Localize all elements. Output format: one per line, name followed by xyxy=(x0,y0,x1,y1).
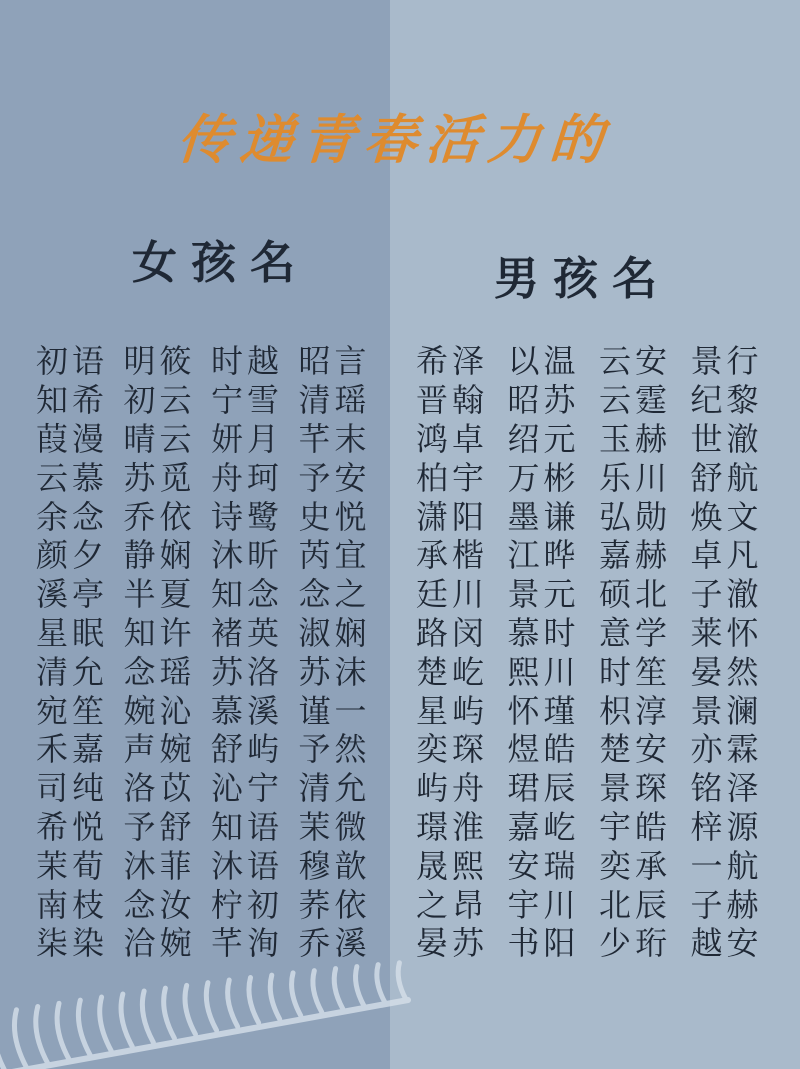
name-item: 茉荀 xyxy=(36,846,109,885)
name-item: 初语 xyxy=(36,342,109,381)
name-item: 时笙 xyxy=(599,652,672,691)
name-item: 子赫 xyxy=(690,885,763,924)
name-item: 宇皓 xyxy=(599,807,672,846)
name-item: 声婉 xyxy=(123,730,196,769)
name-item: 褚英 xyxy=(211,613,284,652)
name-item: 舟珂 xyxy=(211,458,284,497)
name-item: 晴云 xyxy=(123,419,196,458)
name-item: 越安 xyxy=(690,924,763,963)
name-item: 颜夕 xyxy=(36,536,109,575)
name-item: 沐菲 xyxy=(123,846,196,885)
name-item: 谨一 xyxy=(298,691,371,730)
name-item: 妍月 xyxy=(211,419,284,458)
name-item: 念汝 xyxy=(123,885,196,924)
boys-section-title: 男孩名 xyxy=(494,252,672,305)
name-item: 以温 xyxy=(507,342,580,381)
name-item: 嘉屹 xyxy=(507,807,580,846)
name-item: 晟熙 xyxy=(416,846,489,885)
name-item: 沁宁 xyxy=(211,769,284,808)
name-item: 安瑞 xyxy=(507,846,580,885)
name-item: 芊末 xyxy=(298,419,371,458)
name-item: 予安 xyxy=(298,458,371,497)
name-item: 初云 xyxy=(123,381,196,420)
name-item: 半夏 xyxy=(123,575,196,614)
name-item: 绍元 xyxy=(507,419,580,458)
name-item: 明筱 xyxy=(123,342,196,381)
name-item: 少珩 xyxy=(599,924,672,963)
name-item: 云安 xyxy=(599,342,672,381)
name-item: 承楷 xyxy=(416,536,489,575)
boys-name-grid xyxy=(416,342,782,963)
name-item: 苏洛 xyxy=(211,652,284,691)
name-item: 星眠 xyxy=(36,613,109,652)
name-item: 之昂 xyxy=(416,885,489,924)
name-item: 念瑶 xyxy=(123,652,196,691)
name-item: 墨谦 xyxy=(507,497,580,536)
name-item: 慕时 xyxy=(507,613,580,652)
name-item: 焕文 xyxy=(690,497,763,536)
name-item: 意学 xyxy=(599,613,672,652)
name-item: 景元 xyxy=(507,575,580,614)
name-item: 沐语 xyxy=(211,846,284,885)
name-item: 嘉赫 xyxy=(599,536,672,575)
name-item: 茉微 xyxy=(298,807,371,846)
name-item: 洽婉 xyxy=(123,924,196,963)
name-item: 知希 xyxy=(36,381,109,420)
name-item: 静娴 xyxy=(123,536,196,575)
name-item: 奕承 xyxy=(599,846,672,885)
name-item: 玉赫 xyxy=(599,419,672,458)
name-item: 景行 xyxy=(690,342,763,381)
name-item: 予然 xyxy=(298,730,371,769)
name-item: 乐川 xyxy=(599,458,672,497)
name-item: 铭泽 xyxy=(690,769,763,808)
name-item: 纪黎 xyxy=(690,381,763,420)
name-item: 北辰 xyxy=(599,885,672,924)
name-item: 云慕 xyxy=(36,458,109,497)
page-title: 传递青春活力的 xyxy=(175,109,614,171)
name-item: 枳淳 xyxy=(599,691,672,730)
name-item: 婉沁 xyxy=(123,691,196,730)
name-item: 屿舟 xyxy=(416,769,489,808)
name-item: 子澈 xyxy=(690,575,763,614)
name-item: 舒航 xyxy=(690,458,763,497)
name-item: 知语 xyxy=(211,807,284,846)
name-item: 云霆 xyxy=(599,381,672,420)
name-item: 硕北 xyxy=(599,575,672,614)
name-item: 葭漫 xyxy=(36,419,109,458)
name-item: 珺辰 xyxy=(507,769,580,808)
name-item: 柒染 xyxy=(36,924,109,963)
name-item: 璟淮 xyxy=(416,807,489,846)
name-item: 鸿卓 xyxy=(416,419,489,458)
name-item: 诗鹭 xyxy=(211,497,284,536)
name-item: 卓凡 xyxy=(690,536,763,575)
name-item: 星屿 xyxy=(416,691,489,730)
name-item: 清允 xyxy=(298,769,371,808)
name-item: 煜皓 xyxy=(507,730,580,769)
name-item: 熙川 xyxy=(507,652,580,691)
name-item: 莱怀 xyxy=(690,613,763,652)
name-item: 万彬 xyxy=(507,458,580,497)
name-item: 弘勋 xyxy=(599,497,672,536)
girls-name-grid xyxy=(36,342,386,963)
name-item: 慕溪 xyxy=(211,691,284,730)
name-item: 淑娴 xyxy=(298,613,371,652)
name-item: 柠初 xyxy=(211,885,284,924)
name-item: 景澜 xyxy=(690,691,763,730)
name-item: 希悦 xyxy=(36,807,109,846)
name-item: 穆歆 xyxy=(298,846,371,885)
name-item: 希泽 xyxy=(416,342,489,381)
name-item: 沐昕 xyxy=(211,536,284,575)
name-item: 念之 xyxy=(298,575,371,614)
name-item: 舒屿 xyxy=(211,730,284,769)
name-item: 路闵 xyxy=(416,613,489,652)
name-item: 昭言 xyxy=(298,342,371,381)
name-item: 乔溪 xyxy=(298,924,371,963)
name-item: 知许 xyxy=(123,613,196,652)
name-item: 世澈 xyxy=(690,419,763,458)
name-item: 宁雪 xyxy=(211,381,284,420)
name-item: 梓源 xyxy=(690,807,763,846)
name-item: 景琛 xyxy=(599,769,672,808)
name-item: 司纯 xyxy=(36,769,109,808)
name-item: 潇阳 xyxy=(416,497,489,536)
name-item: 南枝 xyxy=(36,885,109,924)
name-item: 楚安 xyxy=(599,730,672,769)
name-item: 知念 xyxy=(211,575,284,614)
name-item: 宛笙 xyxy=(36,691,109,730)
name-item: 昭苏 xyxy=(507,381,580,420)
name-item: 芮宜 xyxy=(298,536,371,575)
name-item: 怀瑾 xyxy=(507,691,580,730)
name-item: 乔依 xyxy=(123,497,196,536)
name-item: 晋翰 xyxy=(416,381,489,420)
name-item: 苏沫 xyxy=(298,652,371,691)
name-item: 清允 xyxy=(36,652,109,691)
name-item: 史悦 xyxy=(298,497,371,536)
name-item: 晏苏 xyxy=(416,924,489,963)
name-item: 廷川 xyxy=(416,575,489,614)
name-item: 晏然 xyxy=(690,652,763,691)
girls-section-title: 女孩名 xyxy=(132,236,310,289)
name-item: 予舒 xyxy=(123,807,196,846)
name-item: 禾嘉 xyxy=(36,730,109,769)
name-item: 余念 xyxy=(36,497,109,536)
name-item: 苏觅 xyxy=(123,458,196,497)
name-item: 书阳 xyxy=(507,924,580,963)
name-item: 时越 xyxy=(211,342,284,381)
name-item: 亦霖 xyxy=(690,730,763,769)
name-item: 清瑶 xyxy=(298,381,371,420)
name-item: 荞依 xyxy=(298,885,371,924)
name-item: 奕琛 xyxy=(416,730,489,769)
palm-frond-watermark xyxy=(0,948,428,1069)
name-item: 芊洵 xyxy=(211,924,284,963)
name-item: 溪亭 xyxy=(36,575,109,614)
name-item: 楚屹 xyxy=(416,652,489,691)
name-item: 洛苡 xyxy=(123,769,196,808)
name-item: 宇川 xyxy=(507,885,580,924)
name-item: 一航 xyxy=(690,846,763,885)
name-item: 柏宇 xyxy=(416,458,489,497)
name-item: 江晔 xyxy=(507,536,580,575)
